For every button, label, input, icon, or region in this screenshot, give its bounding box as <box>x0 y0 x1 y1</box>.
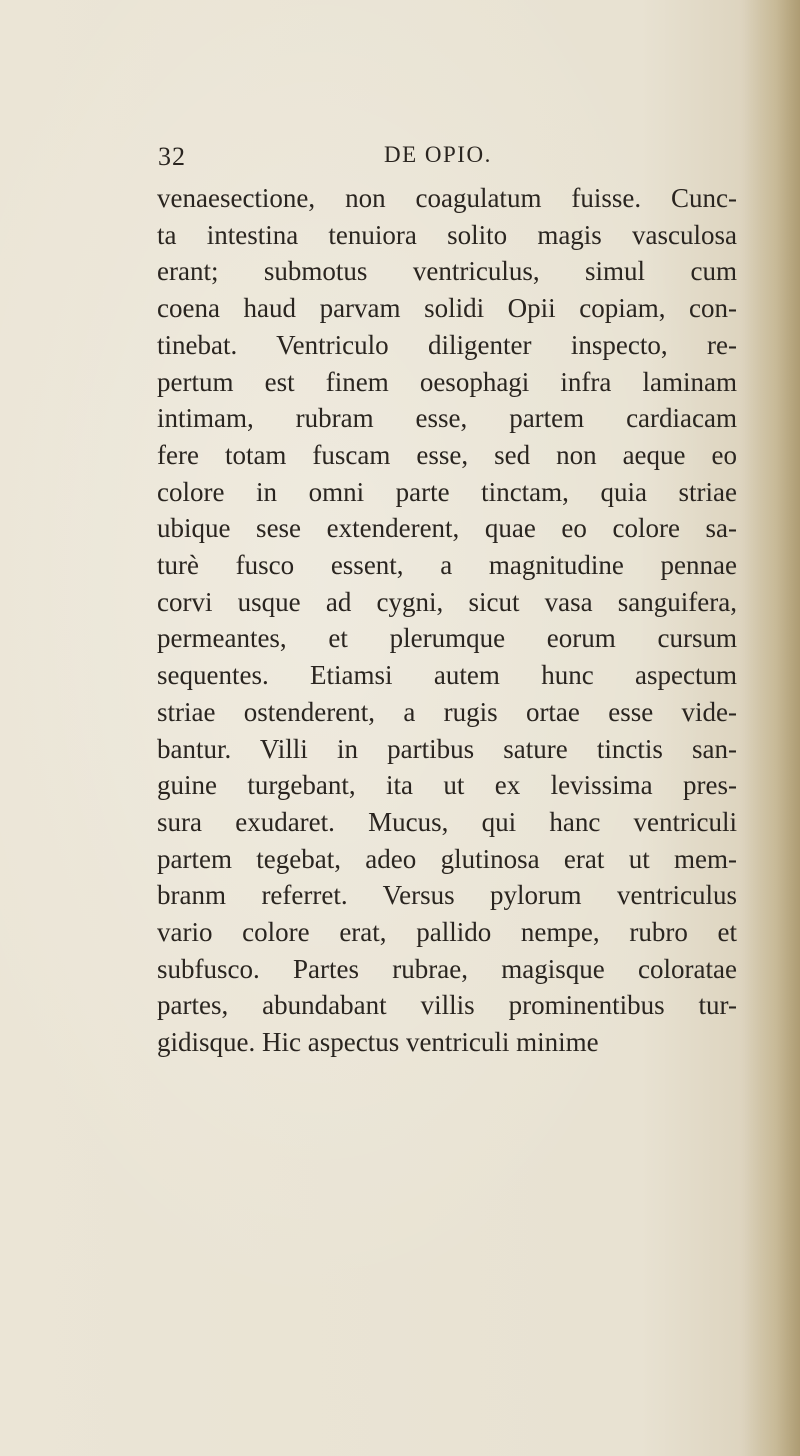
text-line: subfusco. Partes rubrae, magisque coloratae <box>157 953 737 984</box>
text-line: vario colore erat, pallido nempe, rubro et <box>157 917 737 948</box>
text-line: partem tegebat, adeo glutinosa erat ut mem- <box>157 843 737 874</box>
text-line: guine turgebant, ita ut ex levissima pres- <box>157 770 737 801</box>
text-line: erant; submotus ventriculus, simul cum <box>157 256 737 287</box>
text-line: sequentes. Etiamsi autem hunc aspectum <box>157 660 737 691</box>
text-line: coena haud parvam solidi Opii copiam, con- <box>157 293 737 324</box>
text-line: branm referret. Versus pylorum ventriculus <box>157 880 737 911</box>
text-line: fere totam fuscam esse, sed non aeque eo <box>157 439 737 470</box>
text-line: tinebat. Ventriculo diligenter inspecto, re- <box>157 329 737 360</box>
text-line: bantur. Villi in partibus sature tinctis san- <box>157 733 737 764</box>
text-line: sura exudaret. Mucus, qui hanc ventriculi <box>157 806 737 837</box>
text-line: gidisque. Hic aspectus ventriculi minime <box>157 1027 599 1058</box>
text-line: ta intestina tenuiora solito magis vasculosa <box>157 219 737 250</box>
text-line: partes, abundabant villis prominentibus tur- <box>157 990 737 1021</box>
text-line: ubique sese extenderent, quae eo colore sa- <box>157 513 737 544</box>
text-line: colore in omni parte tinctam, quia striae <box>157 476 737 507</box>
text-line: venaesectione, non coagulatum fuisse. Cunc- <box>157 183 737 213</box>
text-line: striae ostenderent, a rugis ortae esse vide- <box>157 696 737 727</box>
page-edge-stain <box>740 0 800 1456</box>
text-line: pertum est finem oesophagi infra laminam <box>157 366 737 397</box>
text-line: permeantes, et plerumque eorum cursum <box>157 623 737 654</box>
running-head: DE OPIO. <box>384 142 492 167</box>
text-line: intimam, rubram esse, partem cardiacam <box>157 403 737 434</box>
body-text <box>157 180 737 1061</box>
text-line: corvi usque ad cygni, sicut vasa sanguifera, <box>157 586 737 617</box>
page-number: 32 <box>158 142 186 171</box>
text-line: turè fusco essent, a magnitudine pennae <box>157 550 737 581</box>
